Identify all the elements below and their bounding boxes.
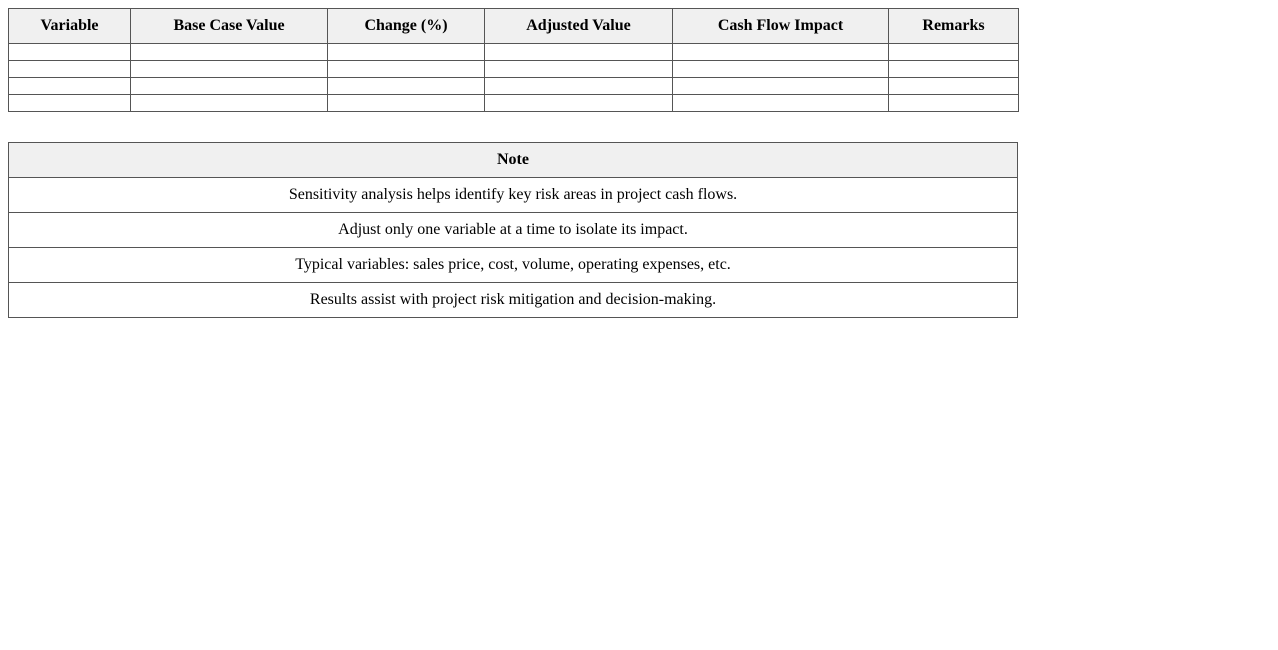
table-cell (485, 78, 673, 95)
table-row (9, 95, 1019, 112)
table-cell (328, 78, 485, 95)
table-cell (673, 61, 889, 78)
note-row (9, 248, 1018, 283)
header-remarks: Remarks (889, 9, 1019, 44)
note-item: Adjust only one variable at a time to isolate its impact. (9, 213, 1018, 248)
table-cell (889, 44, 1019, 61)
table-cell (673, 95, 889, 112)
table-row (9, 78, 1019, 95)
table-row (9, 44, 1019, 61)
header-base-case-value: Base Case Value (131, 9, 328, 44)
table-cell (328, 61, 485, 78)
note-header: Note (9, 143, 1018, 178)
table-cell (889, 95, 1019, 112)
note-row (9, 213, 1018, 248)
table-cell (131, 44, 328, 61)
table-cell (485, 44, 673, 61)
table-cell (485, 95, 673, 112)
table-cell (328, 44, 485, 61)
header-change-percent: Change (%) (328, 9, 485, 44)
table-cell (9, 61, 131, 78)
table-cell (485, 61, 673, 78)
note-row (9, 178, 1018, 213)
sensitivity-table (8, 8, 1019, 112)
table-cell (9, 95, 131, 112)
table-cell (131, 61, 328, 78)
note-table (8, 142, 1018, 318)
note-item: Typical variables: sales price, cost, volume, operating expenses, etc. (9, 248, 1018, 283)
header-variable: Variable (9, 9, 131, 44)
table-cell (673, 78, 889, 95)
table-cell (9, 78, 131, 95)
table-row (9, 61, 1019, 78)
note-item: Results assist with project risk mitigation and decision-making. (9, 283, 1018, 318)
note-row (9, 283, 1018, 318)
table-cell (131, 78, 328, 95)
header-adjusted-value: Adjusted Value (485, 9, 673, 44)
table-cell (9, 44, 131, 61)
note-header-row (9, 143, 1018, 178)
table-cell (131, 95, 328, 112)
table-cell (889, 78, 1019, 95)
table-header-row (9, 9, 1019, 44)
table-cell (673, 44, 889, 61)
table-cell (328, 95, 485, 112)
note-item: Sensitivity analysis helps identify key risk areas in project cash flows. (9, 178, 1018, 213)
header-cash-flow-impact: Cash Flow Impact (673, 9, 889, 44)
table-cell (889, 61, 1019, 78)
